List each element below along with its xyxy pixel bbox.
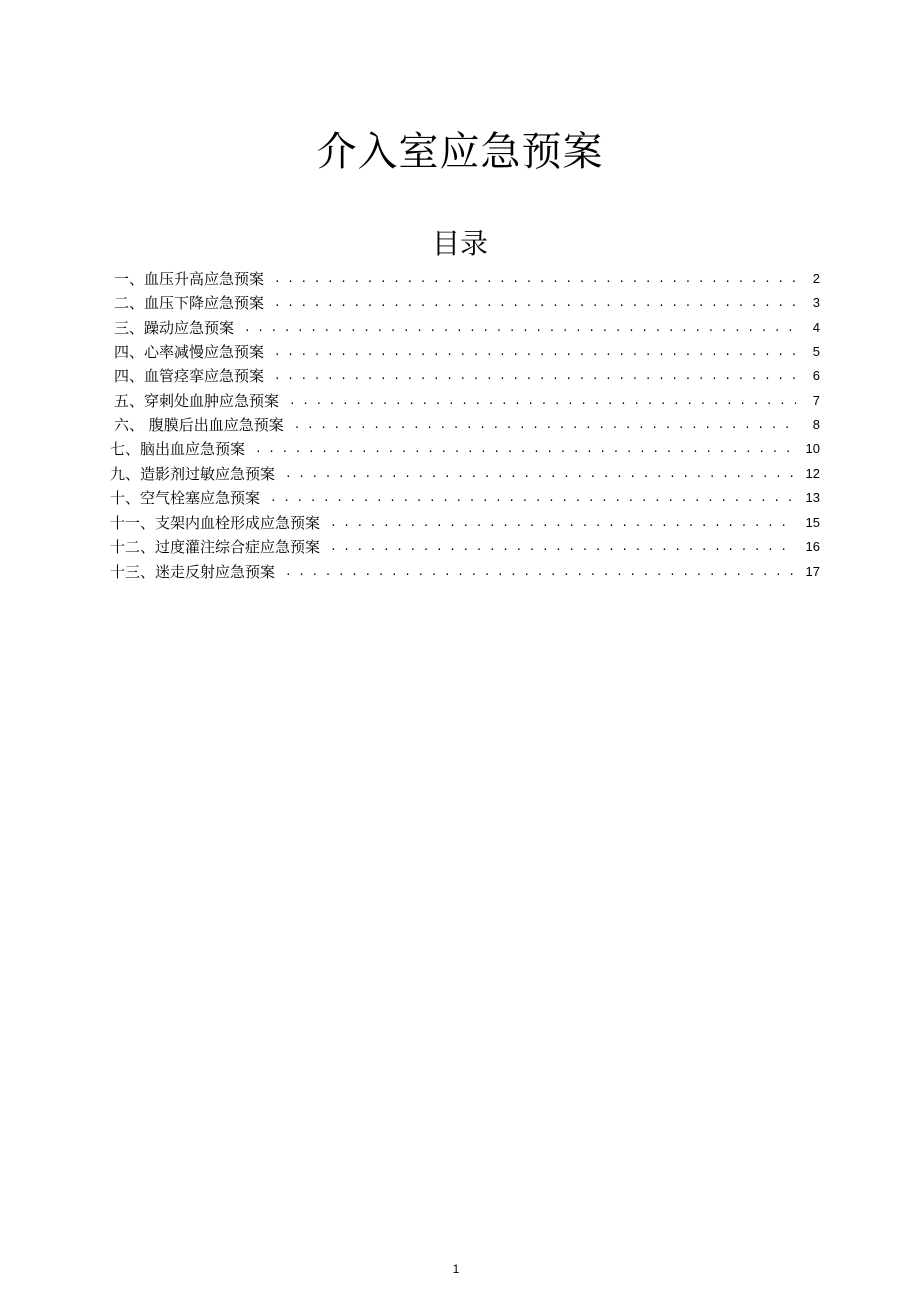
toc-entry[interactable] — [110, 412, 820, 436]
toc-entry[interactable] — [110, 534, 820, 558]
toc-dot-leader — [294, 414, 796, 434]
toc-entry[interactable] — [110, 339, 820, 363]
toc-entry-label: 三、躁动应急预案 — [114, 318, 235, 337]
toc-entry-label: 十二、过度灌注综合症应急预案 — [110, 537, 321, 556]
toc-dot-leader — [285, 561, 796, 581]
toc-entry-label: 十一、支架内血栓形成应急预案 — [110, 513, 321, 532]
toc-entry-label: 六、 腹膜后出血应急预案 — [114, 415, 284, 434]
toc-entry-label: 四、心率减慢应急预案 — [114, 342, 265, 361]
toc-entry-label: 五、穿刺处血肿应急预案 — [114, 391, 280, 410]
toc-dot-leader — [285, 463, 796, 483]
toc-entry[interactable] — [110, 485, 820, 509]
toc-entry[interactable] — [110, 461, 820, 485]
toc-entry[interactable] — [110, 388, 820, 412]
toc-entry-label: 四、血管痉挛应急预案 — [114, 366, 265, 385]
toc-entry-page: 5 — [812, 343, 820, 359]
toc-entry[interactable] — [110, 315, 820, 339]
toc-entry-label: 十三、迷走反射应急预案 — [110, 562, 276, 581]
toc-entry-label: 一、血压升高应急预案 — [114, 269, 265, 288]
toc-entry-page: 15 — [805, 514, 820, 530]
toc-entry-label: 七、脑出血应急预案 — [110, 439, 246, 458]
toc-entry-page: 17 — [805, 563, 820, 579]
toc-entry[interactable] — [110, 559, 820, 583]
toc-entry-page: 4 — [812, 319, 820, 335]
toc-entry[interactable] — [110, 510, 820, 534]
toc-dot-leader — [255, 438, 796, 458]
table-of-contents — [0, 266, 920, 586]
toc-entry-page: 13 — [805, 489, 820, 505]
toc-entry-page: 8 — [812, 416, 820, 432]
toc-entry-page: 10 — [805, 440, 820, 456]
toc-entry[interactable] — [110, 266, 820, 290]
toc-dot-leader — [274, 268, 796, 288]
toc-dot-leader — [289, 390, 796, 410]
toc-entry-label: 十、空气栓塞应急预案 — [110, 488, 261, 507]
toc-entry-page: 6 — [812, 367, 820, 383]
page-number: 1 — [452, 1262, 460, 1276]
toc-entry[interactable] — [110, 363, 820, 387]
toc-dot-leader — [330, 512, 796, 532]
toc-entry-page: 2 — [812, 270, 820, 286]
toc-heading: 目录 — [431, 227, 488, 260]
toc-dot-leader — [244, 317, 796, 337]
toc-dot-leader — [330, 536, 796, 556]
toc-entry-label: 二、血压下降应急预案 — [114, 293, 265, 312]
toc-dot-leader — [274, 365, 796, 385]
toc-dot-leader — [274, 341, 796, 361]
toc-entry-page: 16 — [805, 538, 820, 554]
toc-entry-page: 7 — [812, 392, 820, 408]
toc-dot-leader — [274, 292, 796, 312]
toc-entry[interactable] — [110, 436, 820, 460]
document-title: 介入室应急预案 — [316, 129, 604, 175]
toc-dot-leader — [270, 487, 796, 507]
toc-entry-page: 12 — [805, 465, 820, 481]
toc-entry-label: 九、造影剂过敏应急预案 — [110, 464, 276, 483]
toc-entry[interactable] — [110, 290, 820, 314]
toc-entry-page: 3 — [812, 294, 820, 310]
